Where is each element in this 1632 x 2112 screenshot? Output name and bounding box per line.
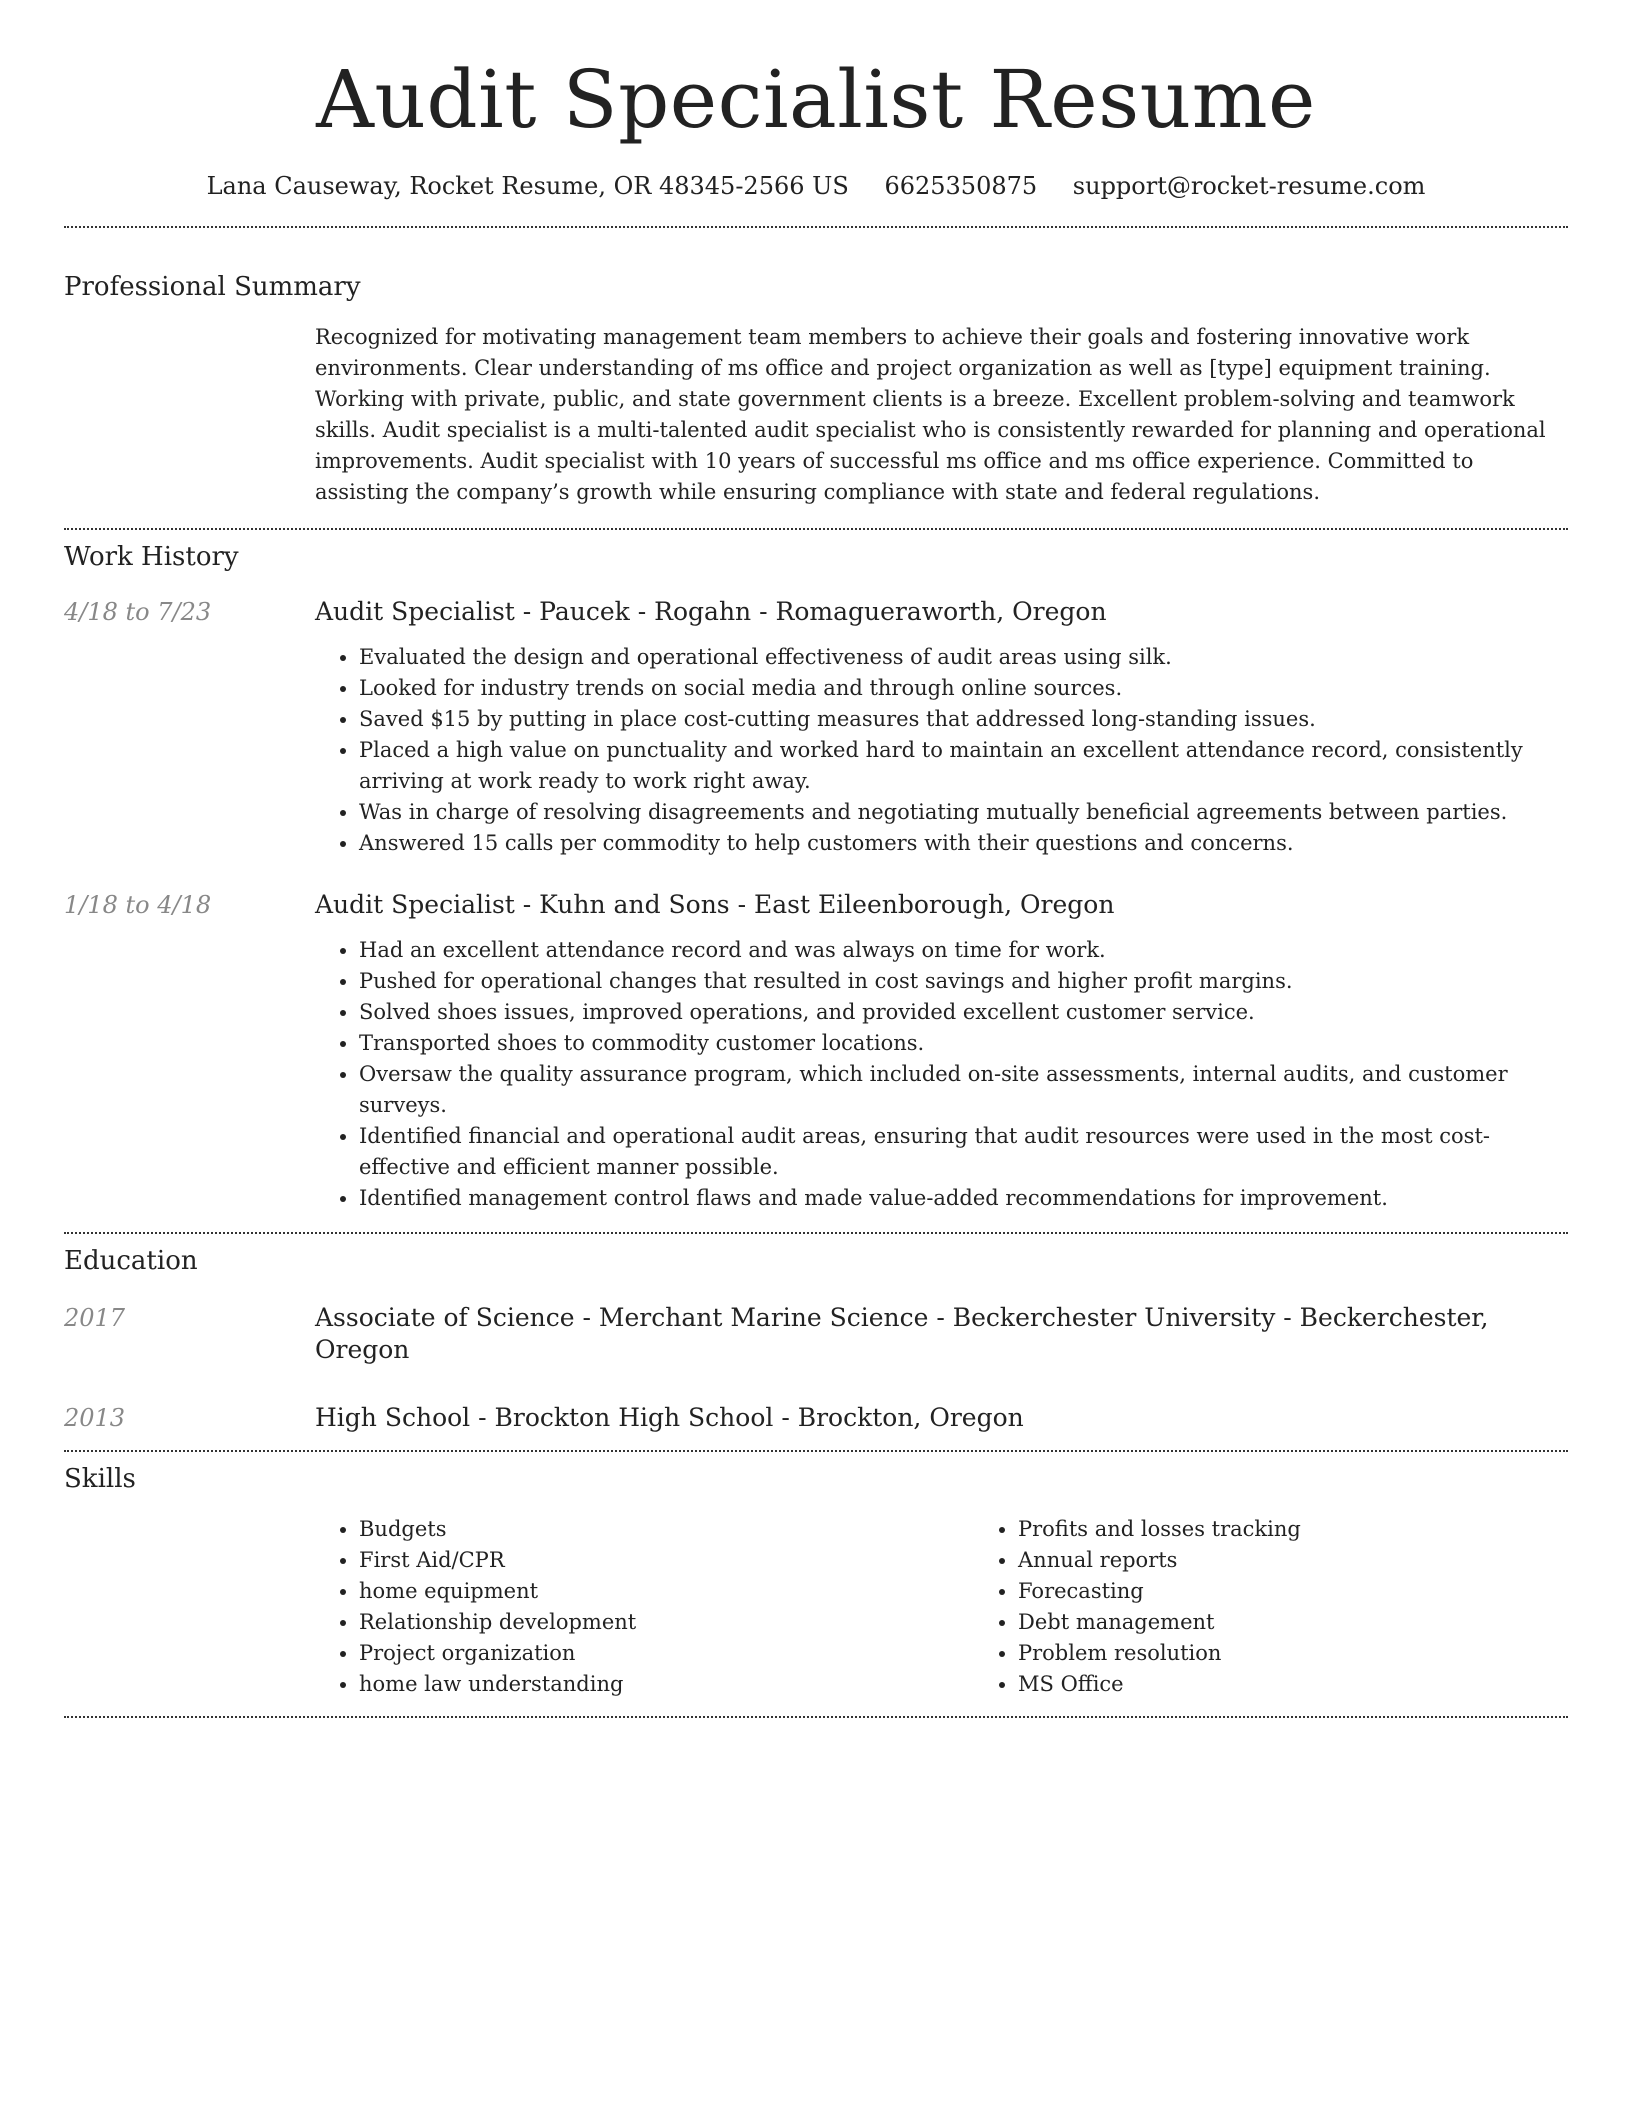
job-main: [315, 889, 1568, 1214]
summary-block: [315, 322, 1568, 508]
list-item: • Project organization: [359, 1638, 974, 1669]
list-item: • Placed a high value on punctuality and worked hard to maintain an excellent attendance record, consistently arriving at work ready to work right away.: [359, 735, 1568, 797]
education-degree: High School: [315, 1403, 471, 1432]
list-item: • Saved $15 by putting in place cost-cutting measures that addressed long-standing issues.: [359, 704, 1568, 735]
education-title: [315, 1402, 1024, 1434]
divider: [64, 1450, 1568, 1452]
job-entry: [64, 889, 1568, 1214]
divider: [64, 1232, 1568, 1234]
contact-email: support@rocket-resume.com: [1072, 172, 1426, 200]
list-item: • Identified management control flaws and made value-added recommendations for improvement.: [359, 1183, 1568, 1214]
list-item: • Evaluated the design and operational effectiveness of audit areas using silk.: [359, 642, 1568, 673]
list-item: • Was in charge of resolving disagreements and negotiating mutually beneficial agreements between parties.: [359, 797, 1568, 828]
list-item: • Oversaw the quality assurance program, which included on-site assessments, internal audits, and customer surveys.: [359, 1059, 1568, 1121]
section-title-skills: Skills: [64, 1464, 136, 1494]
education-degree: Associate of Science: [315, 1303, 575, 1332]
job-entry: [64, 596, 1568, 859]
list-item: • Relationship development: [359, 1607, 974, 1638]
list-item: • Annual reports: [1018, 1545, 1568, 1576]
education-entry: [64, 1402, 1568, 1434]
list-item: • Pushed for operational changes that resulted in cost savings and higher profit margins.: [359, 966, 1568, 997]
education-year: 2013: [64, 1404, 126, 1432]
divider: [64, 1716, 1568, 1718]
contact-line: [64, 170, 1568, 202]
list-item: • Transported shoes to commodity customer locations.: [359, 1028, 1568, 1059]
list-item: • MS Office: [1018, 1669, 1568, 1700]
job-main: [315, 596, 1568, 859]
summary-text: Recognized for motivating management team members to achieve their goals and fostering innovative work environments. Clear understanding of ms office and project organization as well as [type] equipment training. Working with private, public, and state government clients is a breeze. Excellent problem-solving and teamwork skills. Audit specialist is a multi-talented audit specialist who is consistently rewarded for planning and operational improvements. Audit specialist with 10 years of successful ms office and ms office experience. Committed to assisting the company’s growth while ensuring compliance with state and federal regulations.: [315, 325, 1546, 504]
job-dates: 1/18 to 4/18: [64, 891, 212, 919]
education-title: [315, 1302, 1568, 1366]
page-title: Audit Specialist Resume: [316, 53, 1316, 146]
skills-block: [315, 1514, 1568, 1700]
list-item: • Had an excellent attendance record and was always on time for work.: [359, 935, 1568, 966]
list-item: • First Aid/CPR: [359, 1545, 974, 1576]
list-item: • Profits and losses tracking: [1018, 1514, 1568, 1545]
list-item: • Answered 15 calls per commodity to help customers with their questions and concerns.: [359, 828, 1568, 859]
list-item: • Problem resolution: [1018, 1638, 1568, 1669]
contact-address: Lana Causeway, Rocket Resume, OR 48345-2566 US: [206, 172, 849, 200]
skills-list-right: [974, 1514, 1568, 1700]
skills-list-left: [315, 1514, 974, 1700]
list-item: • Forecasting: [1018, 1576, 1568, 1607]
list-item: • Solved shoes issues, improved operations, and provided excellent customer service.: [359, 997, 1568, 1028]
list-item: • Debt management: [1018, 1607, 1568, 1638]
list-item: • Budgets: [359, 1514, 974, 1545]
job-bullets: [315, 935, 1568, 1214]
job-title: Audit Specialist - Paucek - Rogahn - Romagueraworth, Oregon: [315, 597, 1107, 626]
divider: [64, 226, 1568, 228]
list-item: • home equipment: [359, 1576, 974, 1607]
section-title-summary: Professional Summary: [64, 272, 361, 302]
list-item: • Looked for industry trends on social media and through online sources.: [359, 673, 1568, 704]
job-bullets: [315, 642, 1568, 859]
education-details: - Brockton High School - Brockton, Oregon: [470, 1403, 1024, 1432]
job-dates: 4/18 to 7/23: [64, 598, 212, 626]
job-title: Audit Specialist - Kuhn and Sons - East Eileenborough, Oregon: [315, 890, 1115, 919]
section-title-education: Education: [64, 1246, 198, 1276]
education-year: 2017: [64, 1304, 126, 1332]
contact-phone: 6625350875: [884, 172, 1038, 200]
list-item: • home law understanding: [359, 1669, 974, 1700]
divider: [64, 528, 1568, 530]
section-title-work-history: Work History: [64, 542, 239, 572]
list-item: • Identified financial and operational audit areas, ensuring that audit resources were used in the most cost-effective and efficient manner possible.: [359, 1121, 1568, 1183]
education-details: - Merchant Marine Science - Beckerchester University - Beckerchester, Oregon: [315, 1303, 1489, 1364]
resume-page: [64, 0, 1568, 1718]
education-entry: [64, 1302, 1568, 1366]
